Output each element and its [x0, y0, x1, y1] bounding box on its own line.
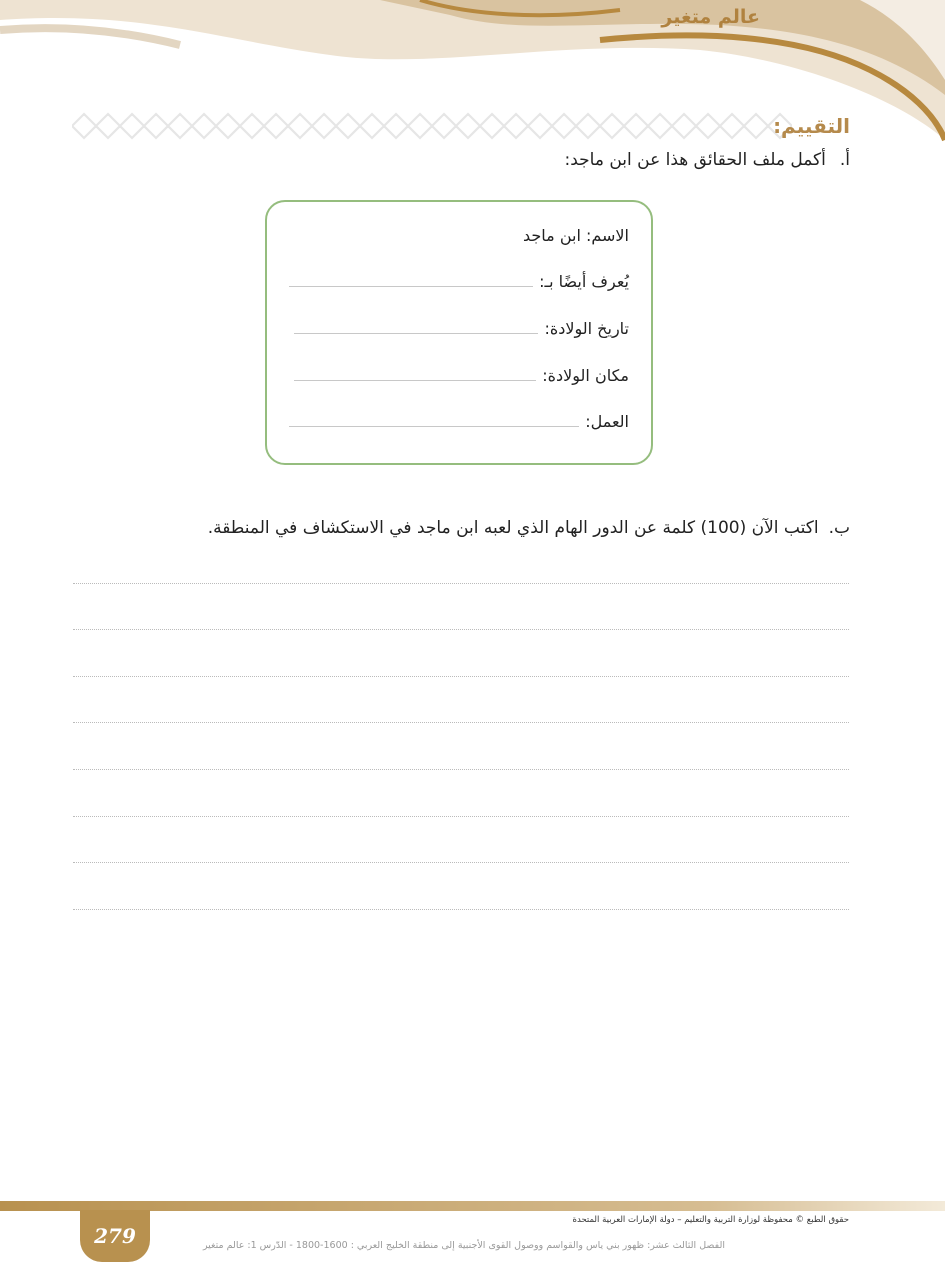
fact-field-also-known	[289, 272, 629, 291]
birth-date-blank[interactable]	[294, 333, 538, 334]
writing-line[interactable]	[73, 816, 849, 817]
fact-name-line	[523, 226, 629, 245]
fact-also-known-label: يُعرف أيضًا بـ:	[539, 272, 629, 291]
birth-place-blank[interactable]	[294, 380, 536, 381]
writing-line[interactable]	[73, 862, 849, 863]
chapter-title: عالم متغير	[661, 6, 760, 28]
section-heading: التقييم:	[773, 114, 850, 138]
question-a-marker: أ.	[839, 150, 850, 170]
question-b	[208, 518, 850, 538]
also-known-blank[interactable]	[289, 286, 533, 287]
diamond-pattern-divider	[72, 112, 792, 140]
copyright-notice: حقوق الطبع © محفوظة لوزارة التربية والتعليم – دولة الإمارات العربية المتحدة	[572, 1215, 849, 1225]
fact-occupation-label: العمل:	[585, 412, 629, 431]
question-a	[564, 150, 850, 170]
writing-line[interactable]	[73, 769, 849, 770]
fact-field-birth-place	[294, 366, 629, 385]
question-a-text: أكمل ملف الحقائق هذا عن ابن ماجد:	[564, 150, 826, 170]
occupation-blank[interactable]	[289, 426, 579, 427]
question-b-marker: ب.	[828, 518, 850, 538]
fact-name-label: الاسم: ابن ماجد	[523, 226, 629, 245]
writing-line[interactable]	[73, 909, 849, 910]
question-b-text: اكتب الآن (100) كلمة عن الدور الهام الذي لعبه ابن ماجد في الاستكشاف في المنطقة.	[207, 518, 819, 538]
fact-birth-place-label: مكان الولادة:	[542, 366, 629, 385]
writing-line[interactable]	[73, 722, 849, 723]
writing-line[interactable]	[73, 629, 849, 630]
footer-lesson-path: الفصل الثالث عشر: ظهور بني ياس والقواسم ووصول القوى الأجنبية إلى منطقة الخليج العربي : 1600-1800 - الدّرس 1: عالم متغير	[202, 1240, 725, 1251]
fact-birth-date-label: تاريخ الولادة:	[544, 319, 629, 338]
fact-field-occupation	[289, 412, 629, 431]
writing-line[interactable]	[73, 676, 849, 677]
writing-line[interactable]	[73, 583, 849, 584]
fact-field-birth-date	[294, 319, 629, 338]
page-number: 279	[80, 1210, 150, 1262]
fact-file-box	[265, 200, 653, 465]
